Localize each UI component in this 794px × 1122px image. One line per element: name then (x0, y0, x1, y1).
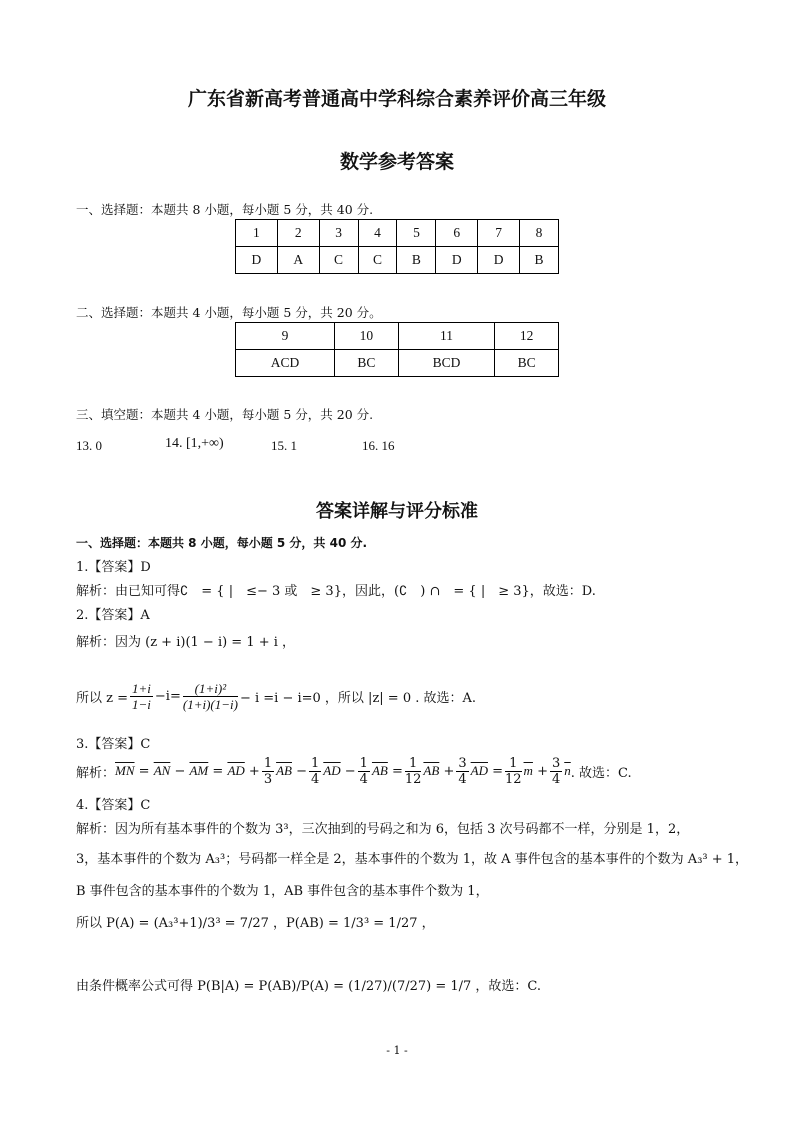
q2-solution-line2: 所以 z = $\frac{1+i}{1-i}$ −i= $\frac{\text{(1+i)²}}{(1+i)(1-i)}$ − i =i − i=0 ，所以 |z| = 0 . 故选：A. (76, 680, 477, 712)
part2-heading: 二、选择题：本题共 4 小题，每小题 5 分，共 20 分。 (76, 305, 382, 320)
part2-answer-cell: BCD (398, 350, 494, 377)
part3-heading: 三、填空题：本题共 4 小题，每小题 5 分，共 20 分. (76, 407, 374, 422)
fill-answer-16: 16. 16 (362, 438, 395, 453)
q1-solution: 解析：由已知可得∁ = { | ≤− 3 或 ≥ 3}，因此，(∁ ) ∩ = { | ≥ 3}，故选：D. (76, 584, 596, 599)
part1-number-cell: 4 (358, 220, 397, 247)
page-number: - 1 - (386, 1044, 408, 1057)
q3-answer-label: 3.【答案】C (76, 737, 151, 752)
part1-number-cell: 6 (436, 220, 478, 247)
q4-solution-line3: B 事件包含的基本事件的个数为 1，AB 事件包含的基本事件个数为 1， (76, 884, 489, 899)
part1-answer-cell: C (319, 247, 358, 274)
part1-answer-cell: C (358, 247, 397, 274)
part1-answer-cell: D (236, 247, 278, 274)
part1-answer-cell: B (520, 247, 559, 274)
part1-number-cell: 2 (277, 220, 319, 247)
part2-answer-cell: BC (495, 350, 559, 377)
q4-solution-line1: 解析：因为所有基本事件的个数为 3³，三次抽到的号码之和为 6，包括 3 次号码都不一样，分别是 1，2， (76, 822, 690, 837)
part1-answer-cell: A (277, 247, 319, 274)
page-title: 广东省新高考普通高中学科综合素养评价高三年级 (187, 88, 606, 110)
part2-number-cell: 12 (495, 323, 559, 350)
q2-fraction-1: $\frac{1+i}{1-i}$ (132, 680, 151, 712)
page-subtitle: 数学参考答案 (339, 151, 454, 173)
q3-solution: 解析： $\overline{MN}$ = $\overline{AN}$ − $\overline{AM}$ = $\overline{AD}$ + $\frac{1}{3}$ $\overline{AB}$ − $\frac{1}{4}$ $\overline{AD}$ − $\frac{1}{4}$ $\overline{AB}$ = $\frac{1}{12}$ $\overline{AB}$ + $\frac{3}{4}$ $\overline{AD}$ = $\frac{1}{12}$ $\overline{m}$ + $\frac{3}{4}$ $\overline{n}$ . 故选：C. (76, 755, 632, 787)
q4-solution-line5: 由条件概率公式可得 P(B|A) = P(AB)/P(A) = (1/27)/(7/27) = 1/7 ，故选：C. (76, 979, 542, 994)
q4-solution-line4: 所以 P(A) = (A₃³+1)/3³ = 7/27 ，P(AB) = 1/3³ = 1/27 ， (76, 916, 435, 931)
part2-answer-cell: ACD (236, 350, 335, 377)
q2-line2-prefix: 所以 z = (76, 690, 129, 706)
fill-answer-13: 13. 0 (76, 438, 102, 453)
details-section1-heading: 一、选择题：本题共 8 小题，每小题 5 分，共 40 分. (76, 536, 368, 550)
fill-answer-14: 14. [1,+∞) (165, 436, 224, 451)
part1-answer-cell: D (478, 247, 520, 274)
part1-number-cell: 3 (319, 220, 358, 247)
part1-answer-table (235, 219, 559, 274)
part1-heading: 一、选择题：本题共 8 小题，每小题 5 分，共 40 分. (76, 202, 374, 217)
part1-number-cell: 5 (397, 220, 436, 247)
part1-answer-cell: B (397, 247, 436, 274)
q1-answer-label: 1.【答案】D (76, 560, 151, 575)
q4-answer-label: 4.【答案】C (76, 798, 151, 813)
part2-answer-table (235, 322, 559, 377)
part2-number-cell: 10 (334, 323, 398, 350)
q4-solution-line2: 3，基本事件的个数为 A₃³；号码都一样全是 2，基本事件的个数为 1，故 A 事件包含的基本事件的个数为 A₃³ + 1， (76, 852, 749, 867)
q2-fraction-2: $\frac{\text{(1+i)²}}{(1+i)(1-i)}$ (182, 680, 238, 712)
part1-number-cell: 7 (478, 220, 520, 247)
part1-number-cell: 1 (236, 220, 278, 247)
details-title: 答案详解与评分标准 (316, 501, 478, 522)
part2-number-cell: 9 (236, 323, 335, 350)
part1-number-cell: 8 (520, 220, 559, 247)
part2-answer-cell: BC (334, 350, 398, 377)
part1-answer-cell: D (436, 247, 478, 274)
fill-answer-15: 15. 1 (271, 438, 297, 453)
part2-number-cell: 11 (398, 323, 494, 350)
q2-answer-label: 2.【答案】A (76, 608, 150, 623)
q2-line2-suffix: − i =i − i=0 ，所以 |z| = 0 . 故选：A. (239, 690, 477, 706)
q2-solution-line1: 解析：因为 (z + i)(1 − i) = 1 + i ， (76, 635, 296, 650)
q3-suffix: . 故选：C. (570, 765, 632, 781)
